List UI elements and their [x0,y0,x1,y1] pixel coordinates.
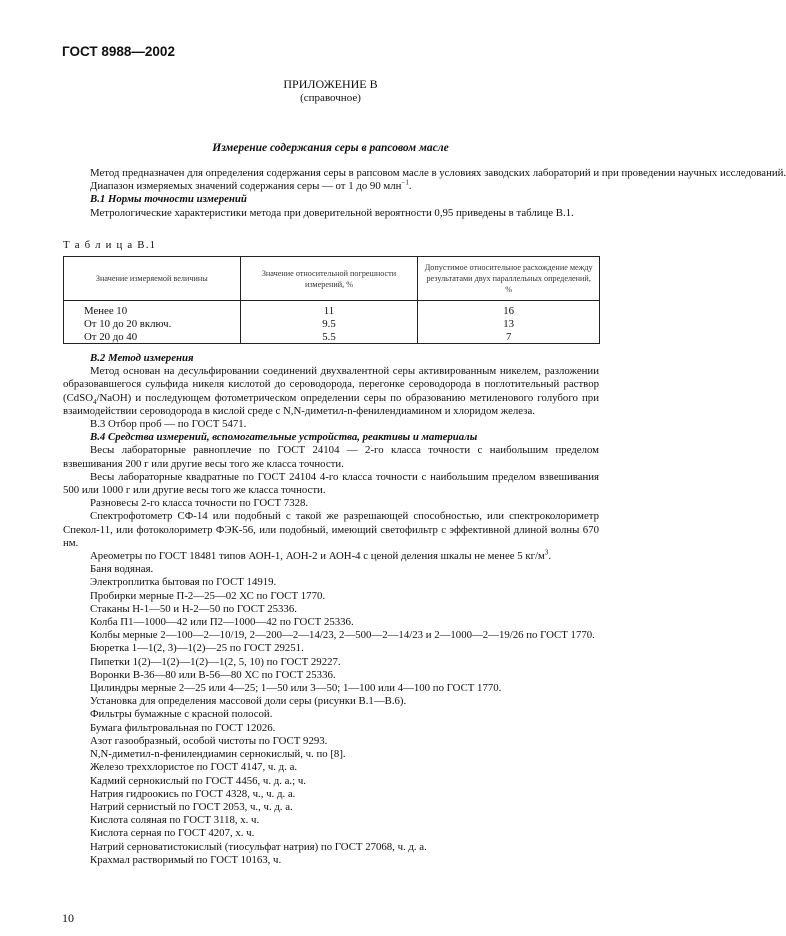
list-item: Натрия гидроокись по ГОСТ 4328, ч., ч. д. а. [90,787,296,800]
list-item: Пипетки 1(2)—1(2)—1(2)—1(2, 5, 10) по ГОСТ 29227. [90,655,341,668]
list-item: Электроплитка бытовая по ГОСТ 14919. [90,576,277,589]
list-item: Колба П1—1000—42 или П2—1000—42 по ГОСТ 25336. [90,616,354,629]
list-item: Крахмал растворимый по ГОСТ 10163, ч. [90,853,282,866]
list-item: N,N-диметил-n-фенилендиамин сернокислый, ч. по [8]. [90,748,346,761]
appendix-status: (справочное) [300,92,361,104]
subsection-b3-text: В.3 Отбор проб — по ГОСТ 5471. [90,418,247,431]
table-header-cell: Значение относительной погрешности измерений, % [240,257,418,301]
table-cell: 16 [418,301,600,318]
list-item: Бюретка 1—1(2, 3)—1(2)—25 по ГОСТ 29251. [90,642,304,655]
appendix-label: ПРИЛОЖЕНИЕ В [283,77,378,91]
table-header-cell: Значение измеряемой величины [64,257,241,301]
table-b1 [63,256,600,344]
table-cell: 9.5 [240,318,418,331]
list-item: Установка для определения массовой доли серы (рисунки В.1—В.6). [90,695,407,708]
reagents-list [63,563,599,867]
list-item: Разновесы 2-го класса точности по ГОСТ 7328. [90,497,309,510]
list-item: Пробирки мерные П-2—25—02 ХС по ГОСТ 1770. [90,589,326,602]
list-item: Весы лабораторные равноплечие по ГОСТ 24104 — 2-го класса точности с наибольшим пределом взвешивания 200 г или другие весы того же класса точности. [63,444,599,470]
subsection-b1-heading: В.1 Нормы точности измерений [90,193,247,206]
table-cell: 7 [418,331,600,344]
table-cell: 5.5 [240,331,418,344]
list-item: Фильтры бумажные с красной полосой. [90,708,273,721]
subsection-b4-heading: В.4 Средства измерений, вспомогательные устройства, реактивы и материалы [90,431,478,444]
list-item: Натрий серноватистокислый (тиосульфат натрия) по ГОСТ 27068, ч. д. а. [90,840,427,853]
table-row [64,301,600,318]
table-row [64,331,600,344]
section-title: Измерение содержания серы в рапсовом масле [212,142,449,154]
list-item: Весы лабораторные квадратные по ГОСТ 24104 4-го класса точности с наибольшим пределом взвешивания 500 или 1000 г или другие весы того же класса точности. [63,470,599,497]
list-item: Кадмий сернокислый по ГОСТ 4456, ч. д. а.; ч. [90,774,306,787]
table-header-cell: Допустимое относительное расхождение между результатами двух параллельных определений, % [418,257,600,301]
list-item: Кислота соляная по ГОСТ 3118, х. ч. [90,814,260,827]
table-cell: От 20 до 40 [64,331,241,344]
list-item: Стаканы Н-1—50 и Н-2—50 по ГОСТ 25336. [90,602,297,615]
subsection-b2-text: Метод основан на десульфировании соединений двухвалентной серы активированным никелем, разложении образовавшегося сульфида никеля кислотой до сероводорода, перегонке сероводорода в поглотительный раствор (CdSO$_4$/NaOH) и последующем фотометрическом определении серы по образованию метиленового голубого при взаимодействии сероводорода в кислой среде с N,N-диметил-n-фенилендиамином и хлоридом железа. [63,365,599,417]
intro-paragraph-3: Метрологические характеристики метода при доверительной вероятности 0,95 приведены в таблице В.1. [90,206,574,219]
page-number: 10 [62,911,74,925]
list-item: Железо треххлористое по ГОСТ 4147, ч. д. а. [90,761,298,774]
intro-block [63,167,786,220]
document-code: ГОСТ 8988—2002 [62,44,175,59]
list-item: Бумага фильтровальная по ГОСТ 12026. [90,721,276,734]
table-cell: Менее 10 [64,301,241,318]
list-item: Цилиндры мерные 2—25 или 4—25; 1—50 или 3—50; 1—100 или 4—100 по ГОСТ 1770. [90,682,502,695]
table-row [64,318,600,331]
table-cell: 11 [240,301,418,318]
intro-paragraph-2: Диапазон измеряемых значений содержания серы — от 1 до 90 млн$^{-1}$. [90,178,412,193]
list-item: Воронки В-36—80 или В-56—80 ХС по ГОСТ 25336. [90,668,336,681]
list-item: Азот газообразный, особой чистоты по ГОСТ 9293. [90,734,328,747]
table-header-row [64,257,600,301]
table-cell: 13 [418,318,600,331]
list-item: Кислота серная по ГОСТ 4207, х. ч. [90,827,255,840]
subsection-b2-heading: В.2 Метод измерения [90,352,194,364]
list-item: Баня водяная. [90,563,154,576]
intro-paragraph-1: Метод предназначен для определения содержания серы в рапсовом масле в условиях заводских лабораторий и при проведении научных исследований. [90,167,786,179]
table-label: Т а б л и ц а В.1 [63,239,157,251]
list-item: Колбы мерные 2—100—2—10/19, 2—200—2—14/23, 2—500—2—14/23 и 2—1000—2—19/26 по ГОСТ 1770. [90,629,595,642]
list-item: Натрий сернистый по ГОСТ 2053, ч., ч. д. а. [90,800,293,813]
list-item: Ареометры по ГОСТ 18481 типов АОН-1, АОН-2 и АОН-4 с ценой деления шкалы не менее 5 $кг/м^3$. [90,548,552,563]
list-item: Спектрофотометр СФ-14 или подобный с такой же разрешающей способностью, или спектроколориметр Спекол-11, или фотоколориметр ФЭК-56, или подобный, имеющий светофильтр с эффективной длиной волны 670 нм. [63,510,599,549]
table-cell: От 10 до 20 включ. [64,318,241,331]
main-text-block [63,352,599,867]
